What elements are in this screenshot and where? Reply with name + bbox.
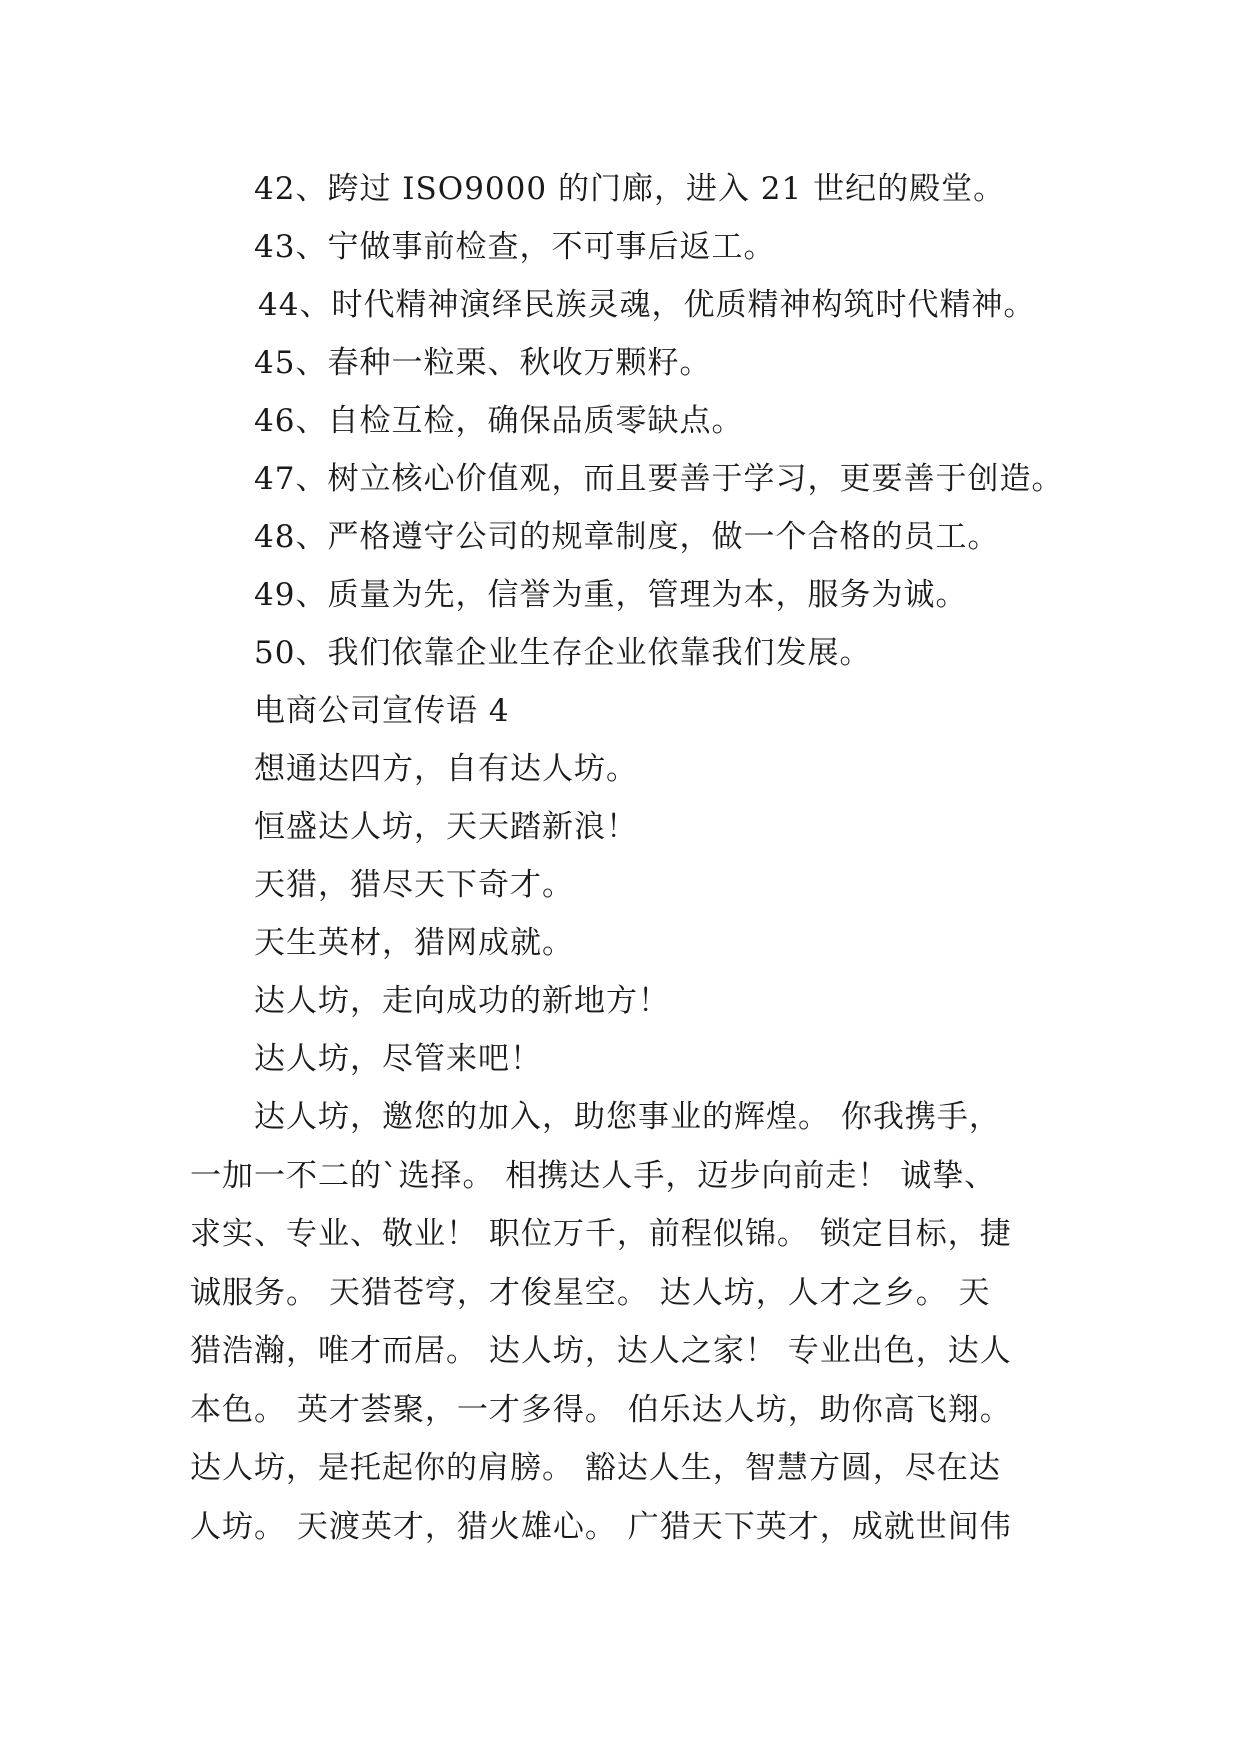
paragraph-line: 人坊。 天渡英才，猎火雄心。 广猎天下英才，成就世间伟 xyxy=(190,1508,1012,1545)
slogan-line: 达人坊，走向成功的新地方！ xyxy=(254,983,670,1019)
paragraph-line: 一加一不二的`选择。 相携达人手，迈步向前走！ 诚挚、 xyxy=(190,1157,997,1194)
list-item: 44、时代精神演绎民族灵魂，优质精神构筑时代精神。 xyxy=(258,287,1036,323)
paragraph-line: 求实、专业、敬业！ 职位万千，前程似锦。 锁定目标，捷 xyxy=(190,1216,1012,1252)
slogan-line: 想通达四方，自有达人坊。 xyxy=(254,751,638,787)
list-item: 45、春种一粒栗、秋收万颗籽。 xyxy=(254,345,712,381)
paragraph-line: 达人坊，邀您的加入，助您事业的辉煌。 你我携手， xyxy=(254,1099,1001,1135)
paragraph-line: 诚服务。 天猎苍穹，才俊星空。 达人坊，人才之乡。 天 xyxy=(190,1274,991,1311)
paragraph-line: 达人坊，是托起你的肩膀。 豁达人生，智慧方圆，尽在达 xyxy=(190,1450,1001,1486)
list-item: 43、宁做事前检查，不可事后返工。 xyxy=(254,229,776,265)
list-item: 42、跨过 ISO9000 的门廊，进入 21 世纪的殿堂。 xyxy=(254,171,1006,207)
slogan-line: 达人坊，尽管来吧！ xyxy=(254,1041,542,1077)
document-body xyxy=(190,160,1070,1556)
paragraph-line: 本色。 英才荟聚，一才多得。 伯乐达人坊，助你高飞翔。 xyxy=(190,1391,1012,1428)
slogan-line: 天生英材，猎网成就。 xyxy=(254,925,574,961)
slogan-paragraph xyxy=(190,1088,1070,1556)
list-item: 48、严格遵守公司的规章制度，做一个合格的员工。 xyxy=(254,519,1000,555)
slogan-line: 天猎，猎尽天下奇才。 xyxy=(254,867,574,903)
slogan-line: 恒盛达人坊，天天踏新浪！ xyxy=(254,809,638,845)
list-item: 46、自检互检，确保品质零缺点。 xyxy=(254,403,744,439)
paragraph-line: 猎浩瀚，唯才而居。 达人坊，达人之家！ 专业出色，达人 xyxy=(190,1333,1012,1369)
list-item: 49、质量为先，信誉为重，管理为本，服务为诚。 xyxy=(254,577,968,613)
list-item: 50、我们依靠企业生存企业依靠我们发展。 xyxy=(254,635,872,671)
section-heading: 电商公司宣传语 4 xyxy=(254,693,510,729)
list-item: 47、树立核心价值观，而且要善于学习，更要善于创造。 xyxy=(254,461,1064,497)
